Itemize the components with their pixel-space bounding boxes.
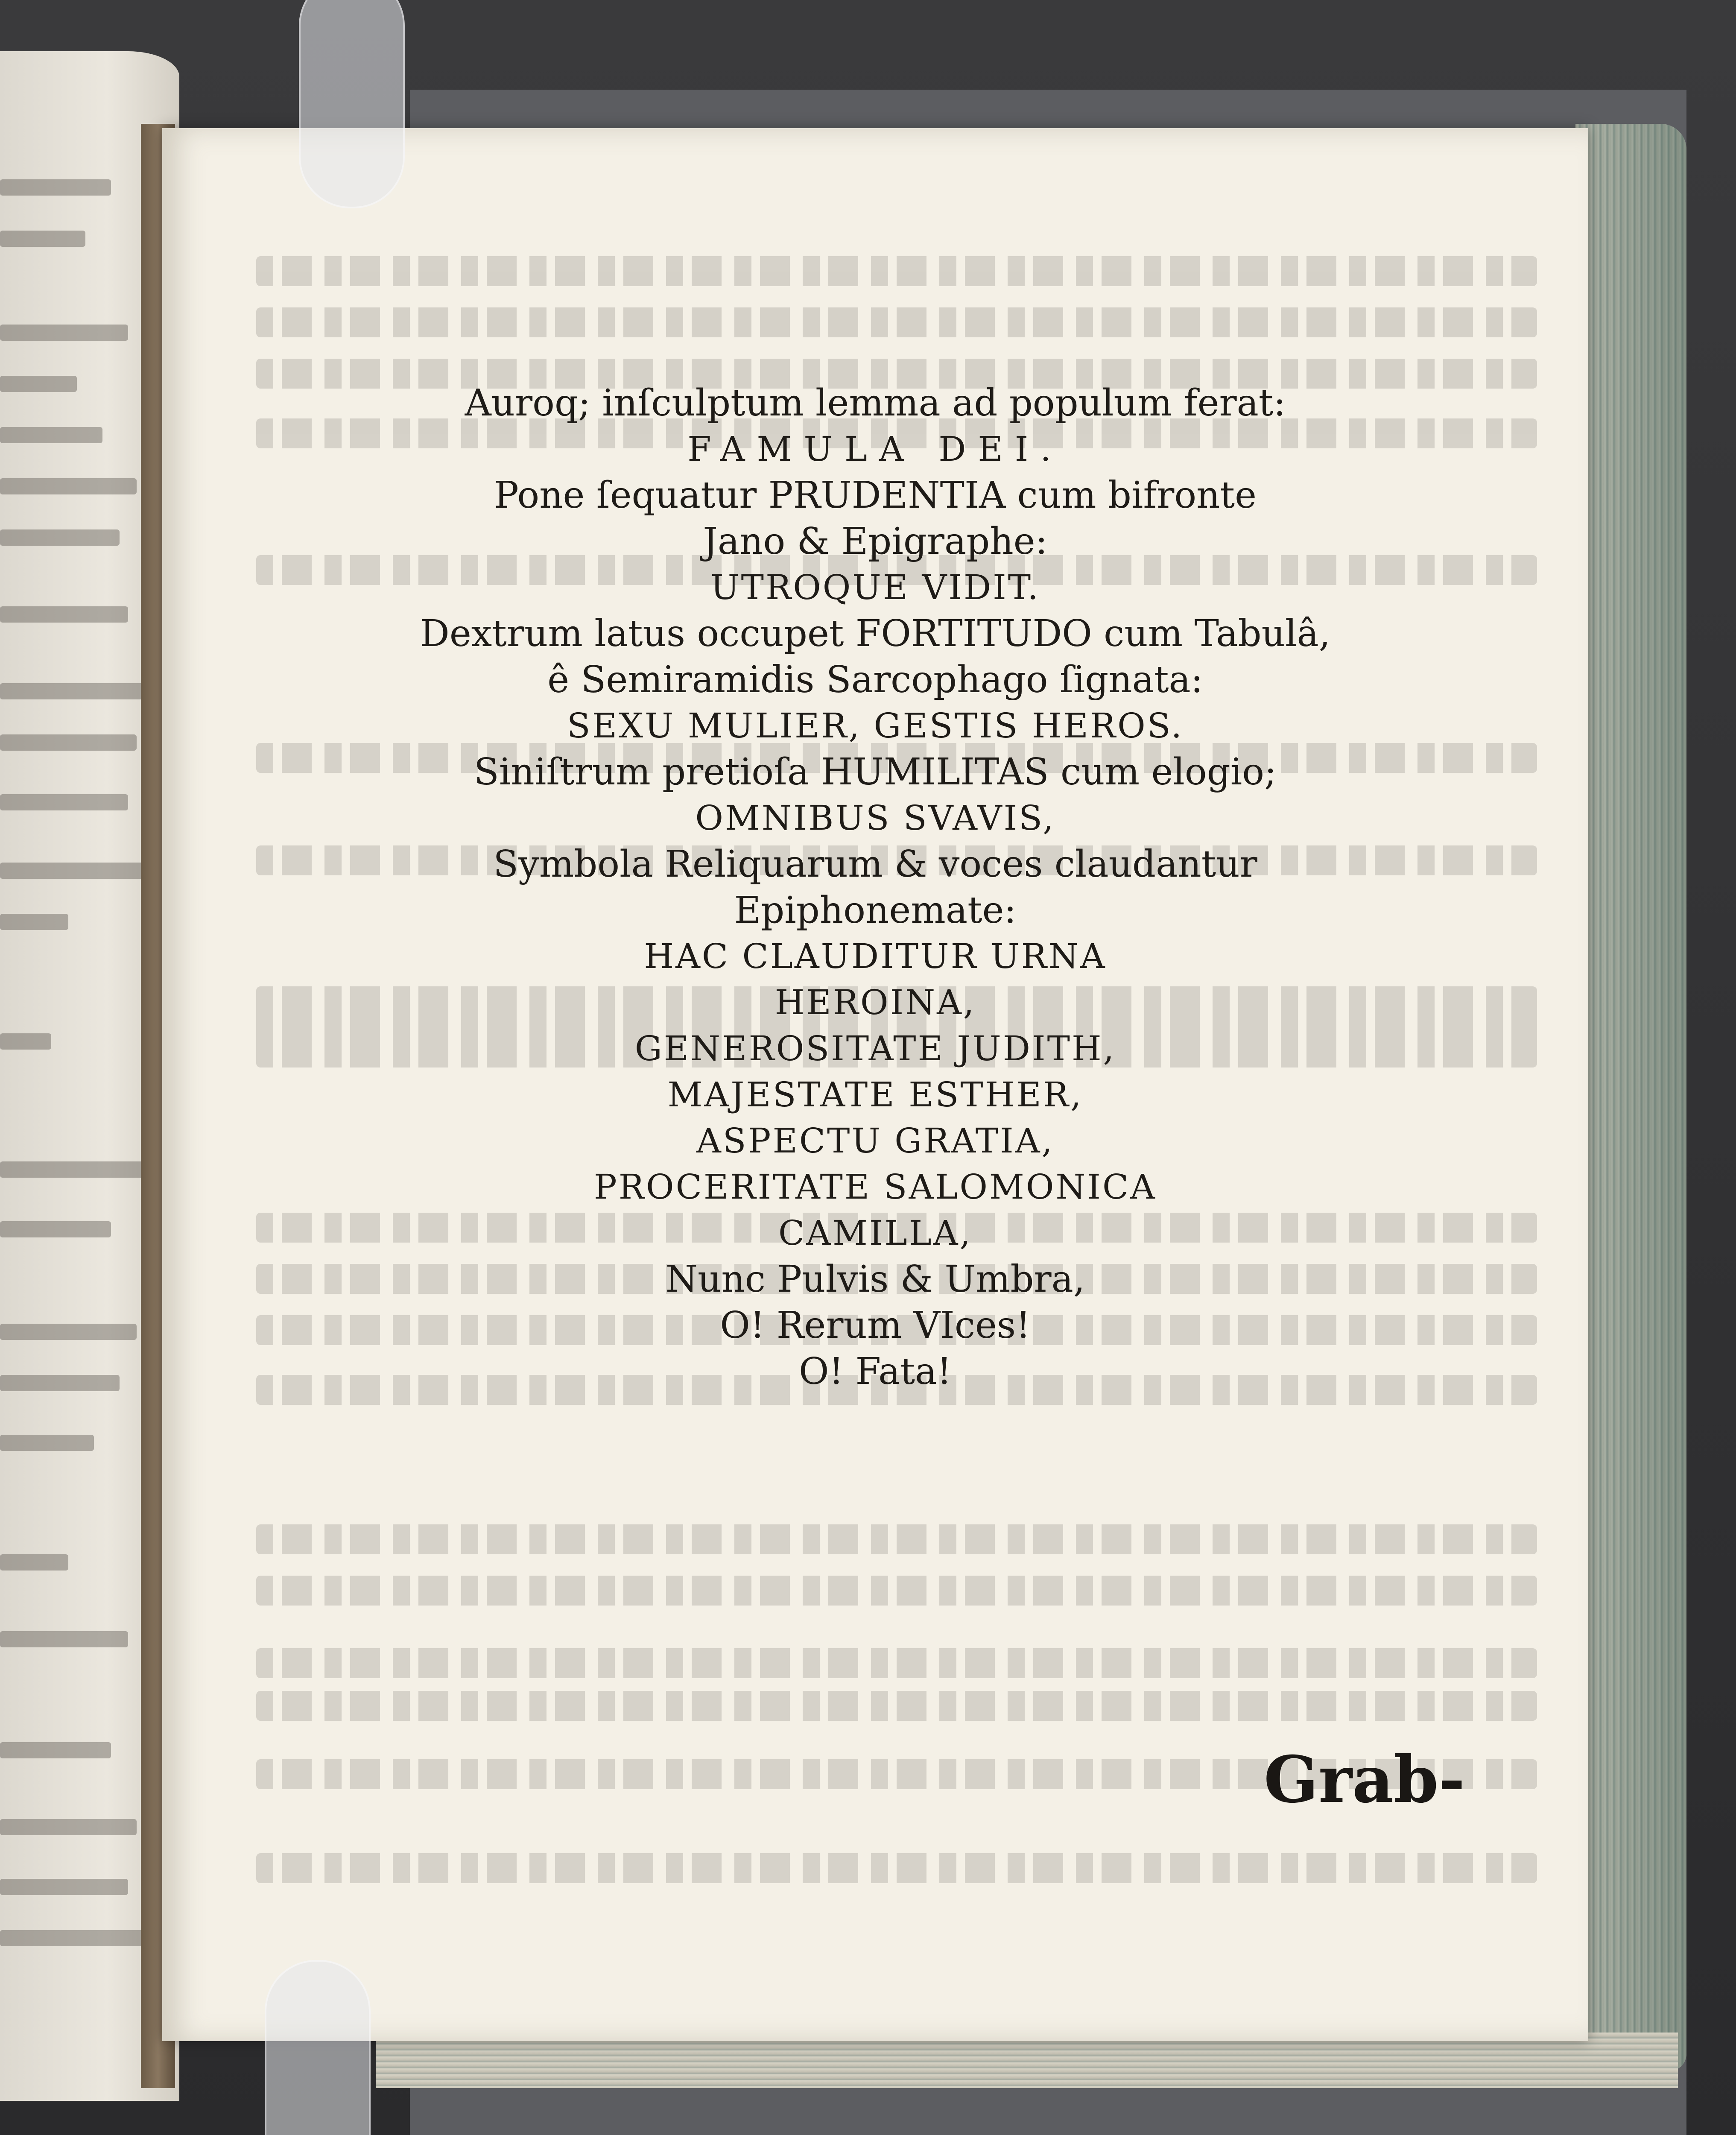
text-line: PROCERITATE SALOMONICA — [593, 1167, 1157, 1207]
text-line: Epiphonemate: — [734, 889, 1017, 932]
text-line: Jano & Epigraphe: — [703, 520, 1048, 563]
text-line: GENEROSITATE JUDITH, — [634, 1029, 1116, 1068]
text-line: ASPECTU GRATIA, — [696, 1121, 1054, 1161]
page-clip-top — [299, 0, 405, 208]
text-line: ê Semiramidis Sarcophago ſignata: — [547, 658, 1203, 701]
text-line: Symbola Reliquarum & voces claudantur — [493, 843, 1257, 886]
text-line: SEXU MULIER, GESTIS HEROS. — [567, 706, 1184, 746]
text-line: Pone ſequatur PRUDENTIA cum bifronte — [494, 474, 1257, 517]
text-line: Siniſtrum pretioſa HUMILITAS cum elogio; — [474, 751, 1277, 793]
text-line: MAJESTATE ESTHER, — [667, 1075, 1083, 1114]
text-line: O! Rerum VIces! — [720, 1304, 1031, 1347]
latin-inscription-text — [162, 380, 1588, 1395]
document-page — [162, 128, 1588, 2041]
text-line: HEROINA, — [774, 983, 976, 1022]
text-line: HAC CLAUDITUR URNA — [644, 936, 1107, 976]
text-line: FAMULA DEI. — [687, 429, 1063, 469]
text-line: OMNIBUS SVAVIS, — [695, 798, 1055, 838]
catchword: Grab- — [1264, 1742, 1465, 1817]
text-line: Auroq; inſculptum lemma ad populum ferat: — [465, 382, 1286, 424]
page-clip-bottom — [265, 1960, 371, 2135]
text-line: Nunc Pulvis & Umbra, — [665, 1258, 1085, 1301]
text-line: CAMILLA, — [778, 1213, 972, 1253]
text-line: O! Fata! — [799, 1350, 952, 1393]
text-line: Dextrum latus occupet FORTITUDO cum Tabulâ, — [420, 612, 1331, 655]
text-line: UTROQUE VIDIT. — [710, 567, 1040, 607]
page-edges — [1575, 124, 1686, 2071]
